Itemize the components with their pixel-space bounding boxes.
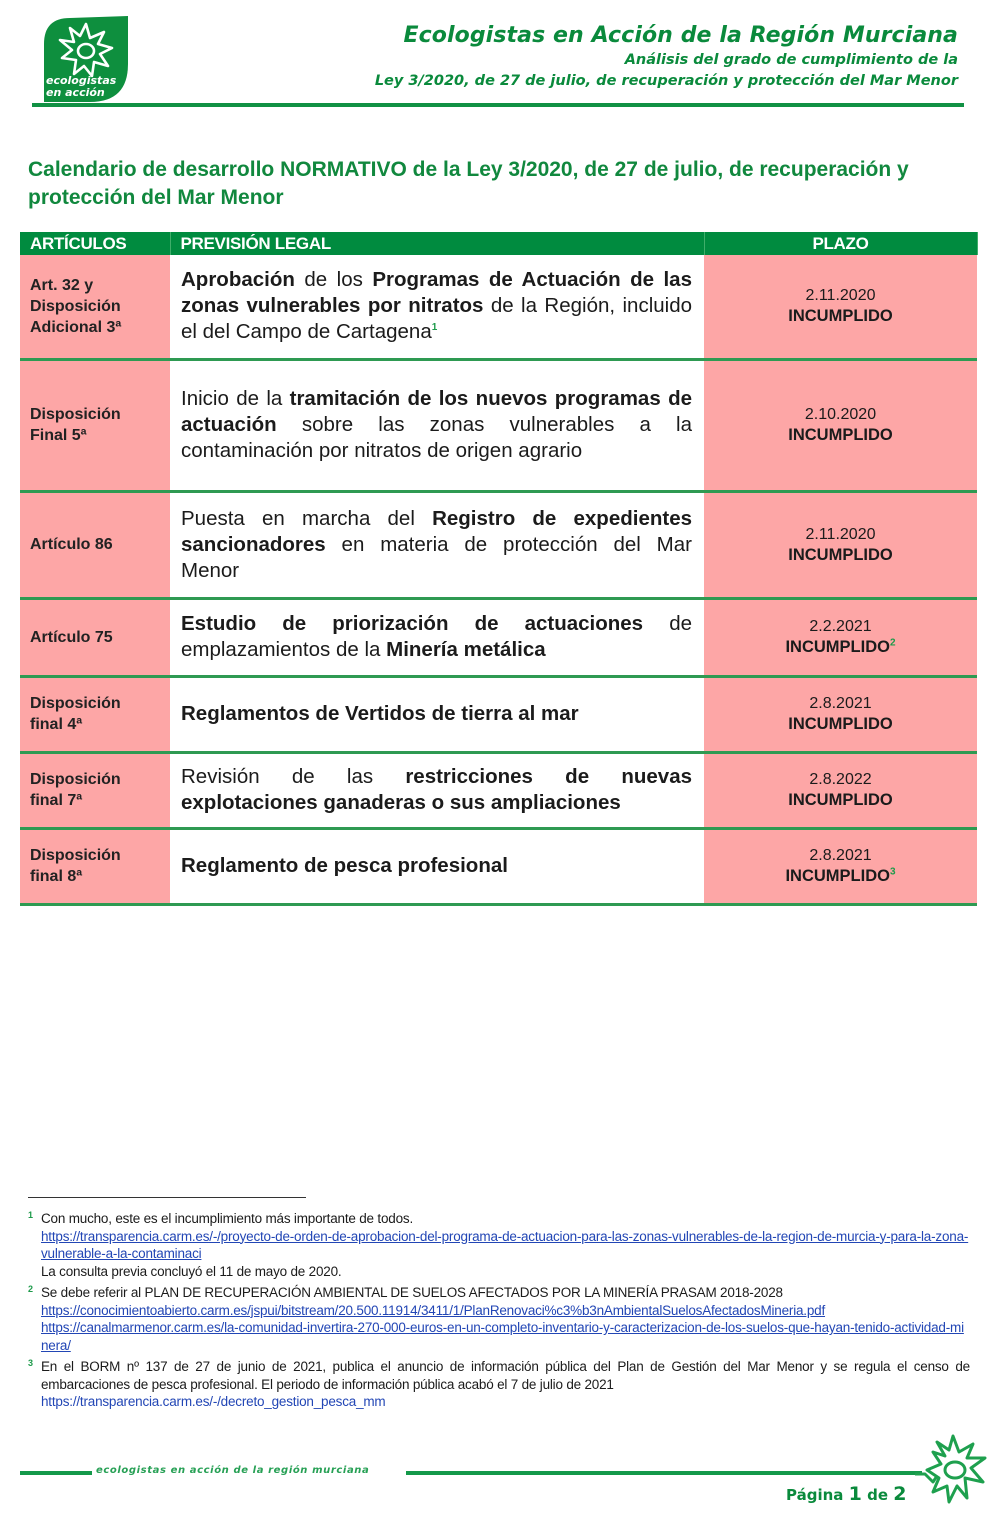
status-text: INCUMPLIDO [788,426,893,444]
provision-text: Inicio de la [181,387,290,410]
header-subtitle-line1: Análisis del grado de cumplimiento de la [624,52,958,68]
article-cell [20,359,170,491]
calendar-table [20,232,978,906]
page-label: Página [786,1486,844,1504]
provision-bold-text: restricciones de nuevas explotaciones ganaderas o sus ampliaciones [181,765,692,814]
article-line: Disposición [30,297,121,315]
provision-cell [170,828,704,904]
footnote-text: Con mucho, este es el incumplimiento más importante de todos. [41,1211,413,1226]
provision-cell [170,598,704,676]
footnote-link[interactable]: https://transparencia.carm.es/-/proyecto-de-orden-de-aprobacion-del-programa-de-actuacion-para-las-zonas-vulnerables-de-la-region-de-murcia-y-para-la-zona-vulnerable-a-la-contaminaci [41,1228,969,1261]
footnote-separator [28,1197,306,1198]
provision-text: de la Región, incluido el del Campo de Cartagena [181,294,693,344]
article-cell [20,598,170,676]
provision-bold-text: Aprobación [181,268,295,292]
footnote-item [28,1284,970,1354]
page-number [786,1483,907,1505]
provision-text: de emplazamientos de la [181,612,692,661]
footnote-number: 1 [28,1210,33,1220]
status-label [704,306,977,327]
deadline-cell [704,598,977,676]
article-line: Final 5ª [30,427,87,444]
article-line: Disposición [30,695,121,712]
article-line: Disposición [30,406,121,423]
provision-cell [170,752,704,828]
footnote-item [28,1210,970,1280]
deadline-cell [704,676,977,752]
page-of: de [867,1486,889,1504]
footnote-note: La consulta previa concluyó el 11 de mayo de 2020. [41,1263,342,1279]
article-line: Disposición [30,847,121,864]
footnote-link[interactable]: https://conocimientoabierto.carm.es/jspui/bitstream/20.500.11914/3411/1/PlanRenovaci%c3%b3nAmbientalSuelosAfectadosMineria.pdf [41,1302,826,1318]
table-row [20,676,977,752]
provision-bold-text: tramitación de los nuevos programas de actuación [181,387,692,436]
provision-bold-text: Programas de Actuación de las zonas vulnerables por nitratos [181,268,692,318]
deadline-date: 2.8.2021 [809,847,872,864]
table-header-row [20,232,977,255]
provision-cell [170,255,704,359]
article-line: final 8ª [30,868,83,885]
status-text: INCUMPLIDO [788,307,893,326]
status-label [704,637,977,658]
footnote-link[interactable]: https://transparencia.carm.es/-/decreto_gestion_pesca_mm [41,1394,386,1409]
footnote-text: Se debe referir al PLAN DE RECUPERACIÓN AMBIENTAL DE SUELOS AFECTADOS POR LA MINERÍA PRASAM 2018-2028 [41,1285,783,1300]
provision-text: sobre las zonas vulnerables a la contaminación por nitratos de origen agrario [181,413,692,462]
footer-sun-icon [915,1432,997,1510]
article-line: Disposición [30,771,121,788]
deadline-cell [704,255,977,359]
article-cell [20,752,170,828]
header-subtitle-line2: Ley 3/2020, de 27 de julio, de recuperación y protección del Mar Menor [374,73,958,89]
footnote-number: 2 [28,1284,33,1294]
column-header-prevision: PREVISIÓN LEGAL [170,232,704,255]
deadline-date: 2.10.2020 [804,406,877,423]
status-text: INCUMPLIDO [788,791,893,809]
deadline-cell [704,359,977,491]
article-line: Adicional 3ª [30,318,122,336]
footnote-item [28,1358,970,1411]
table-row [20,359,977,491]
deadline-date: 2.8.2021 [809,695,872,712]
page-title: Calendario de desarrollo NORMATIVO de la Ley 3/2020, de 27 de julio, de recuperación y protección del Mar Menor [28,158,909,209]
status-text: INCUMPLIDO [788,715,893,733]
article-line: Artículo 86 [30,536,113,553]
deadline-date: 2.11.2020 [805,525,876,543]
provision-cell [170,491,704,598]
article-line: final 7ª [30,792,83,809]
footnote-number: 3 [28,1358,33,1368]
provision-text: en materia de protección del Mar Menor [181,532,692,582]
deadline-cell [704,828,977,904]
footnote-ref[interactable]: 3 [889,866,896,878]
footnote-ref[interactable]: 2 [889,637,896,649]
provision-cell [170,359,704,491]
table-row [20,598,977,676]
column-header-articulos: ARTÍCULOS [20,232,170,255]
status-label [704,790,977,811]
column-header-plazo: PLAZO [704,232,977,255]
organization-name: Ecologistas en Acción de la Región Murciana [403,23,958,48]
deadline-date: 2.8.2022 [809,771,872,788]
article-cell [20,828,170,904]
footer-rule-right [406,1471,922,1475]
deadline-date: 2.11.2020 [805,287,876,305]
footnotes [28,1210,970,1415]
provision-text: de los [294,268,373,292]
document-header [375,22,958,92]
provision-bold-text: Registro de expedientes sancionadores [181,506,692,556]
article-cell [20,676,170,752]
footnote-link[interactable]: https://canalmarmenor.carm.es/la-comunidad-invertira-270-000-euros-en-un-completo-inventario-y-caracterizacion-de-los-suelos-que-hayan-tenido-actividad-minera/ [41,1320,964,1353]
page-total: 2 [893,1483,907,1505]
status-label [704,866,977,887]
provision-bold-text: Reglamento de pesca profesional [181,854,508,877]
provision-text: Puesta en marcha del [181,506,433,530]
provision-text: Revisión de las [181,765,406,788]
table-row [20,491,977,598]
provision-bold-text: Minería metálica [386,638,546,661]
table-row [20,828,977,904]
provision-bold-text: Estudio de priorización de actuaciones [181,612,644,635]
deadline-date: 2.2.2021 [809,618,872,635]
logo-text-line2: en acción [46,86,105,99]
status-text: INCUMPLIDO [785,867,890,885]
footnote-ref[interactable]: 1 [431,322,438,334]
provision-cell [170,676,704,752]
header-divider [32,103,964,107]
status-label [704,425,977,446]
status-label [704,545,977,566]
provision-bold-text: Reglamentos de Vertidos de tierra al mar [181,702,579,725]
status-text: INCUMPLIDO [788,545,893,564]
table-row [20,255,977,359]
deadline-cell [704,491,977,598]
article-line: Art. 32 y [30,276,94,294]
footnote-text: En el BORM nº 137 de 27 de junio de 2021, publica el anuncio de información pública del Plan de Gestión del Mar Menor y se regula el censo de embarcaciones de pesca profesional. El periodo de información pública acabó el 7 de julio de 2021 [41,1359,970,1392]
footer-rule-left [20,1471,92,1475]
article-line: final 4ª [30,716,83,733]
table-row [20,752,977,828]
logo-text-line1: ecologistas [46,74,117,87]
article-line: Artículo 75 [30,628,113,646]
footer-slogan: ecologistas en acción de la región murciana [96,1465,370,1476]
article-cell [20,255,170,359]
deadline-cell [704,752,977,828]
article-cell [20,491,170,598]
status-text: INCUMPLIDO [785,638,890,656]
page-current: 1 [848,1483,862,1505]
status-label [704,714,977,735]
ecologistas-logo [40,14,130,102]
